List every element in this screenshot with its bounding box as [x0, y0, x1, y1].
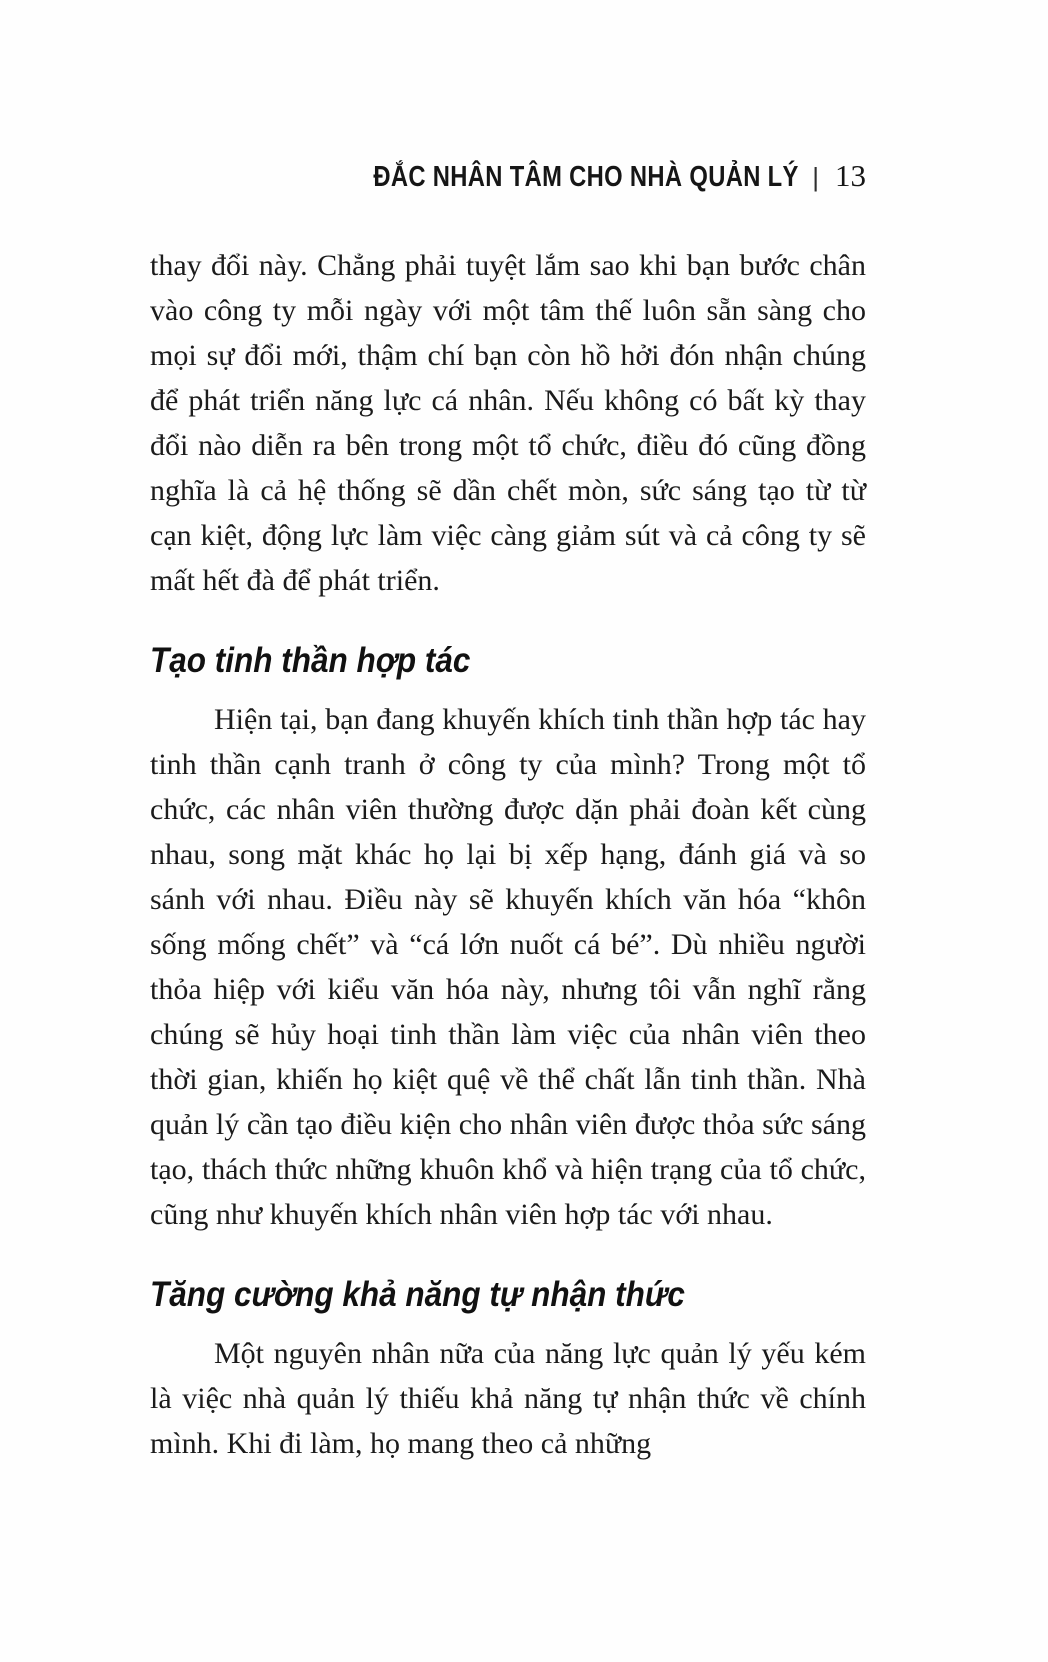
section-heading: Tạo tinh thần hợp tác	[150, 641, 471, 680]
paragraph: Một nguyên nhân nữa của năng lực quản lý yếu kém là việc nhà quản lý thiếu khả năng tự nhận thức về chính mình. Khi đi làm, họ mang theo cả những	[150, 1337, 866, 1460]
header-separator: |	[812, 162, 819, 192]
paragraph: Hiện tại, bạn đang khuyến khích tinh thần hợp tác hay tinh thần cạnh tranh ở công ty của mình? Trong một tổ chức, các nhân viên thường được dặn phải đoàn kết cùng nhau, song mặt khác họ lại bị xếp hạng, đánh giá và so sánh với nhau. Điều này sẽ khuyến khích văn hóa “khôn sống mống chết” và “cá lớn nuốt cá bé”. Dù nhiều người thỏa hiệp với kiểu văn hóa này, nhưng tôi vẫn nghĩ rằng chúng sẽ hủy hoại tinh thần làm việc của nhân viên theo thời gian, khiến họ kiệt quệ về thể chất lẫn tinh thần. Nhà quản lý cần tạo điều kiện cho nhân viên được thỏa sức sáng tạo, thách thức những khuôn khổ và hiện trạng của tổ chức, cũng như khuyến khích nhân viên hợp tác với nhau.	[150, 703, 866, 1231]
running-title: ĐẮC NHÂN TÂM CHO NHÀ QUẢN LÝ	[372, 161, 799, 193]
page-number: 13	[835, 158, 866, 193]
paragraph: thay đổi này. Chẳng phải tuyệt lắm sao khi bạn bước chân vào công ty mỗi ngày với một tâm thế luôn sẵn sàng cho mọi sự đổi mới, thậm chí bạn còn hồ hởi đón nhận chúng để phát triển năng lực cá nhân. Nếu không có bất kỳ thay đổi nào diễn ra bên trong một tổ chức, điều đó cũng đồng nghĩa là cả hệ thống sẽ dần chết mòn, sức sáng tạo từ từ cạn kiệt, động lực làm việc càng giảm sút và cả công ty sẽ mất hết đà để phát triển.	[150, 249, 866, 597]
page-header	[150, 158, 866, 194]
page-body	[150, 243, 866, 1466]
section-heading: Tăng cường khả năng tự nhận thức	[150, 1275, 685, 1314]
